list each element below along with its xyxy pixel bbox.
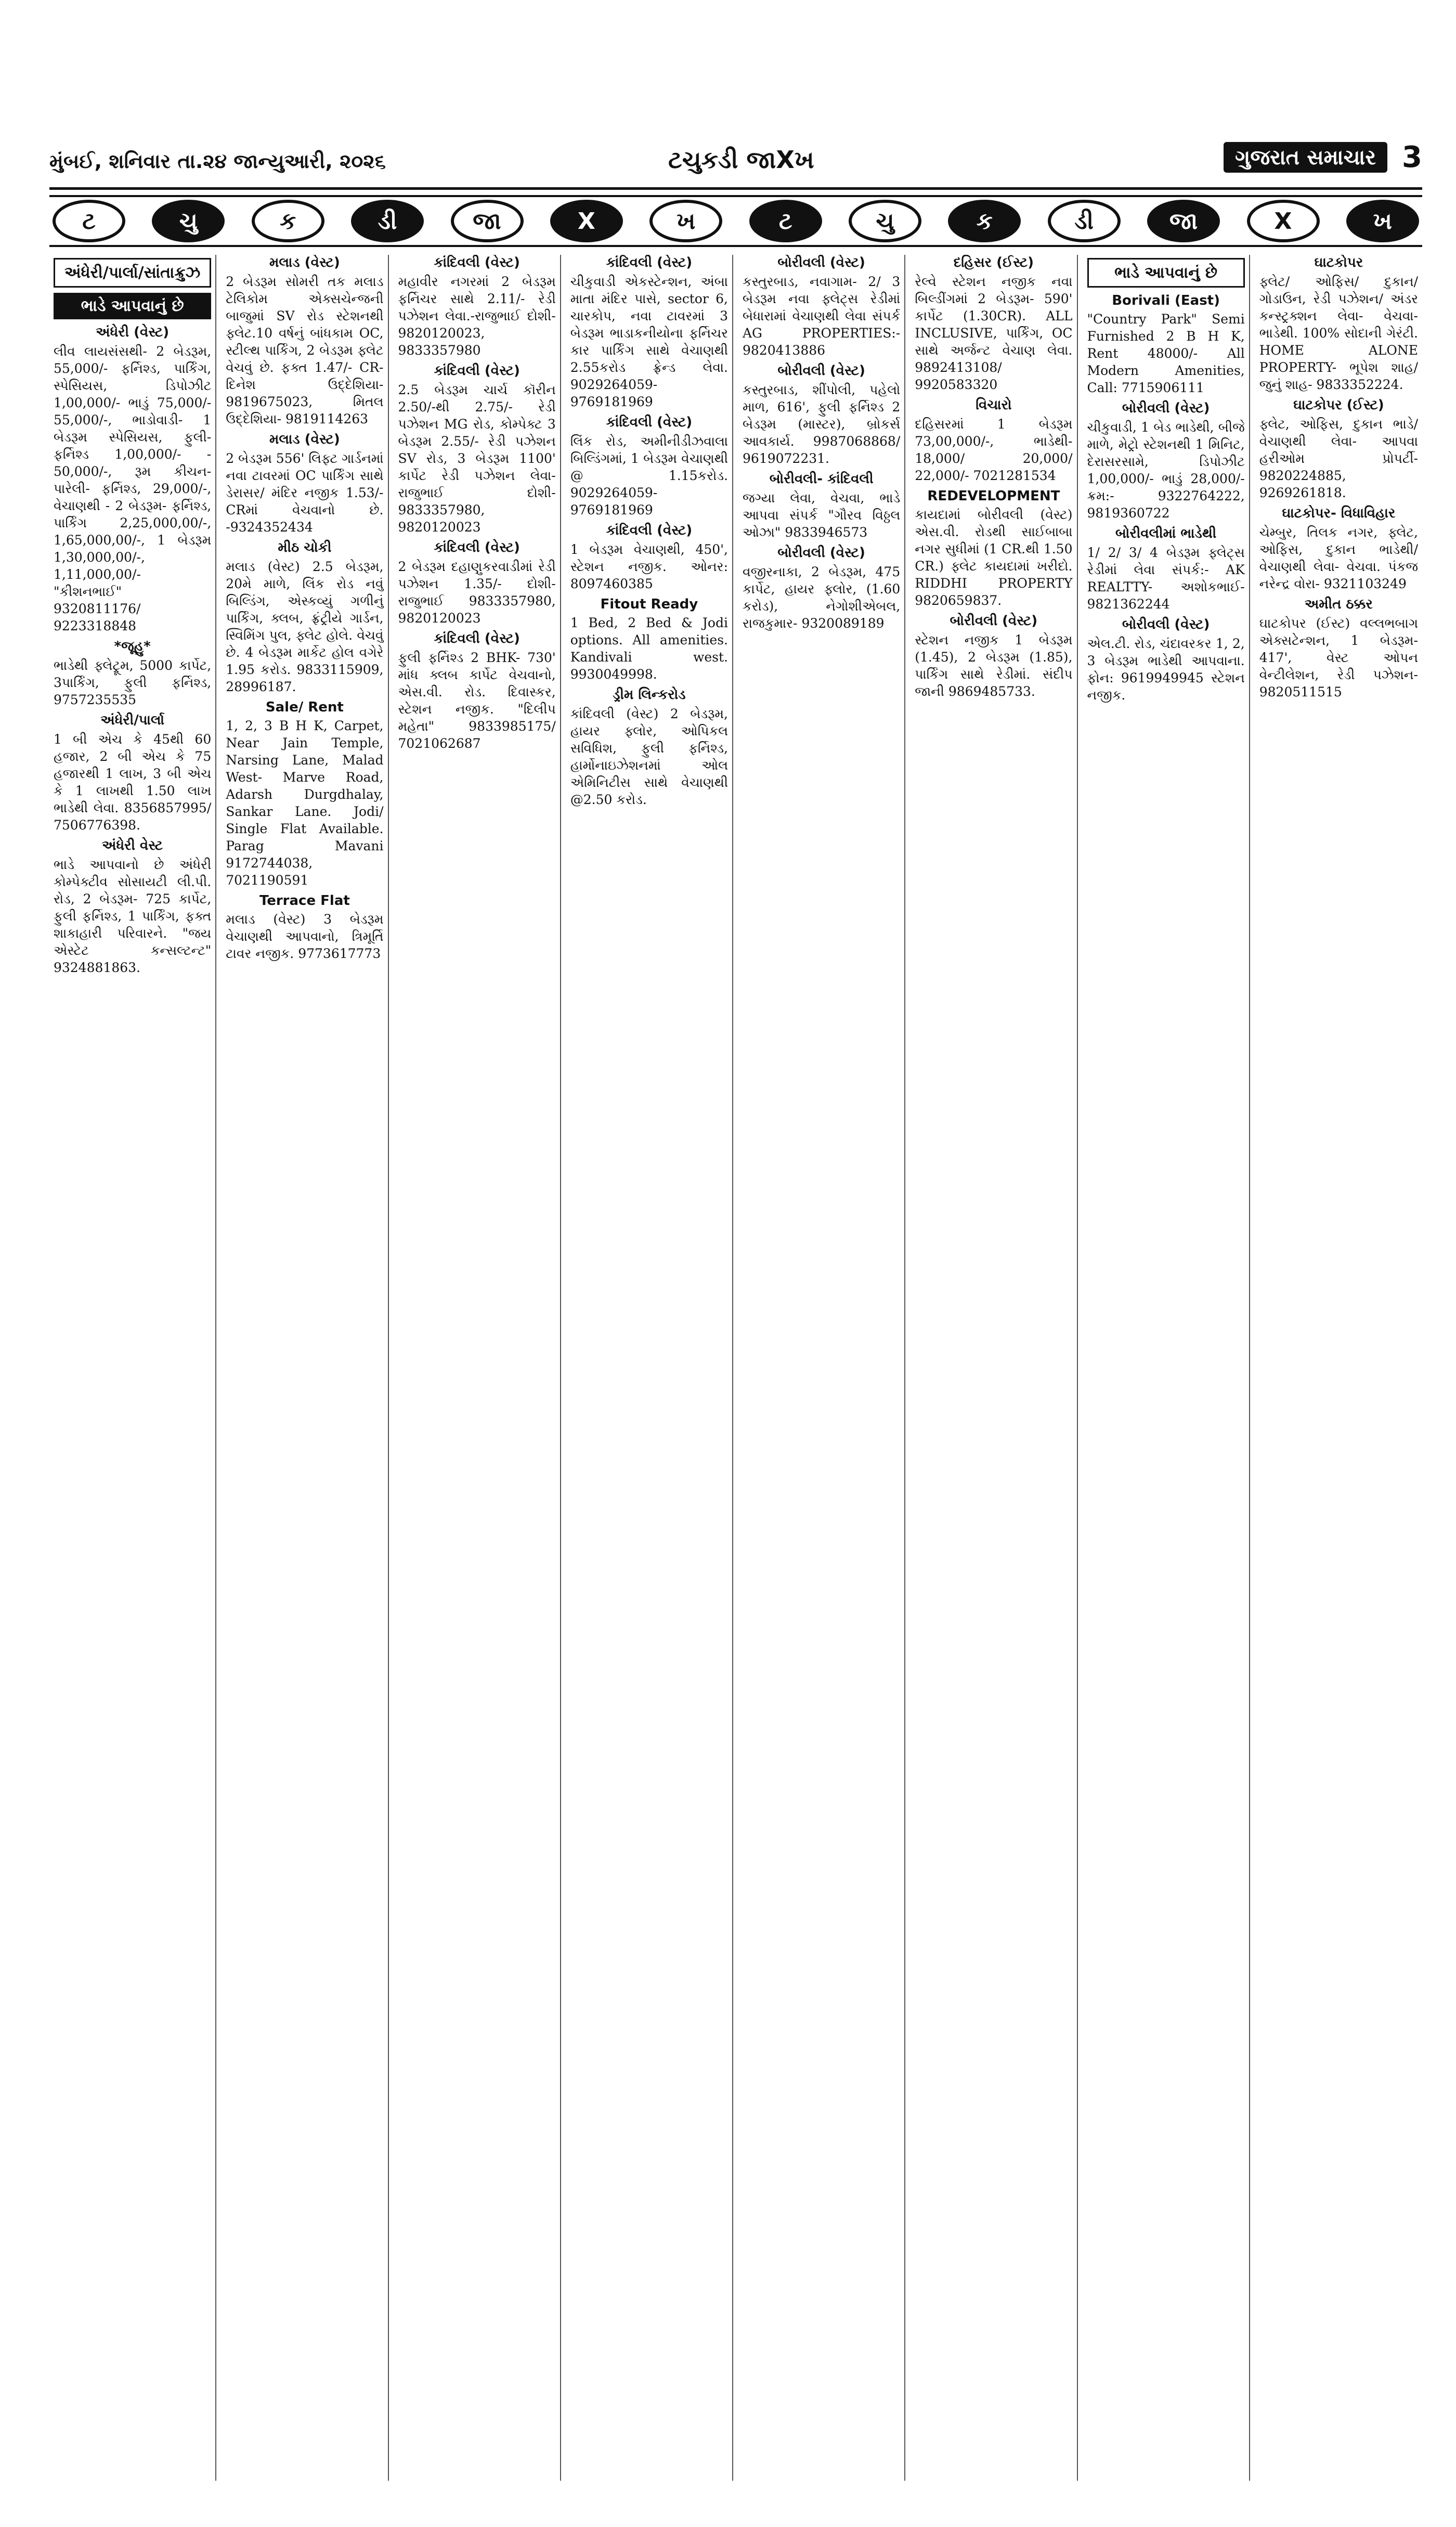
title-banner bbox=[49, 195, 1422, 247]
classified-columns bbox=[49, 255, 1422, 2481]
ad-body: દહિસરમાં 1 બેડરૂમ 73,00,000/-, ભાડેથી- 18,000/ 20,000/ 22,000/- 7021281534 bbox=[915, 417, 1073, 483]
top-rule bbox=[49, 187, 1422, 190]
ad-body: ચીકુવાડી, 1 બેડ ભાડેથી, બીજે માળે, મેટ્રો સ્ટેશનથી 1 મિનિટ, દેરાસરસામે, ડિપોઝીટ 1,00,000/- ભાડું 28,000/- ક્રમ:- 9322764222, 9819360722 bbox=[1087, 420, 1245, 521]
ad-body: 1 બી એચ કે 45થી 60 હજાર, 2 બી એચ કે 75 હજારથી 1 લાખ, 3 બી એચ કે 1 લાખથી 1.50 લાખ ભાડેથી લેવા. 8356857995/ 7506776398. bbox=[54, 732, 212, 833]
classified-ad bbox=[226, 432, 383, 536]
ad-body: જગ્યા લેવા, વેચવા, ભાડે આપવા સંપર્ક "ગૌરવ વિઠ્ઠલ ઓઝા" 9833946573 bbox=[743, 490, 901, 540]
ad-title: બોરીવલી (વેસ્ટ) bbox=[777, 363, 865, 379]
classified-ad bbox=[570, 523, 728, 592]
column-2 bbox=[222, 255, 388, 2481]
ad-title: વિચારો bbox=[976, 397, 1012, 413]
banner-tile: ચુ bbox=[849, 200, 921, 242]
ad-body: ભાડેથી ફ્લેટ્રૂમ, 5000 કાર્પેટ, 3પાર્કિંગ, ફુલી ફર્નિશ્ડ, 9757235535 bbox=[54, 658, 212, 707]
classified-ad bbox=[915, 488, 1072, 609]
ad-body: 1/ 2/ 3/ 4 બેડરૂમ ફ્લેટ્સ રેડીમાં લેવા સંપર્ક:- AK REALTTY- અશોકભાઈ- 9821362244 bbox=[1087, 545, 1245, 612]
ad-title: Borivali (East) bbox=[1112, 293, 1220, 308]
ad-title: મીઠ ચોકી bbox=[278, 540, 332, 555]
column-7 bbox=[1083, 255, 1250, 2481]
ad-title: કાંદિવલી (વેસ્ટ) bbox=[606, 523, 693, 538]
ad-title: અંધેરી/પાર્લા bbox=[100, 712, 164, 728]
ad-body: મલાડ (વેસ્ટ) 2.5 બેડરૂમ, 20મે માળે, લિંક રોડ નવું બિલ્ડિંગ, એસ્કવ્યું ગળીનું પાર્કિંગ, ક્લબ, ફ્રંટ્રીયે ગાર્ડન, સ્વિમિંગ પુલ, ફ્લેટ હોલે. વેચવું છે. 4 બેડરૂમ માર્કેટ હોલ વગેરે 1.95 કરોડ. 9833115909, 28996187. bbox=[226, 559, 384, 694]
ad-body: કસ્તુરબાડ, નવાગામ- 2/ 3 બેડરૂમ નવા ફ્લેટ્સ રેડીમાં બેધારામાં વેચાણથી લેવા સંપર્ક AG PROPERTIES:- 9820413886 bbox=[743, 274, 901, 358]
ad-title: બોરીવલી (વેસ્ટ) bbox=[777, 255, 865, 270]
banner-tile: X bbox=[1247, 200, 1320, 242]
ad-body: સ્ટેશન નજીક 1 બેડરૂમ (1.45), 2 બેડરૂમ (1.85), પાર્કિંગ સાથે રેડીમાં. સંદીપ જાની 9869485733. bbox=[915, 632, 1073, 699]
ad-title: અંધેરી વેસ્ટ bbox=[102, 838, 163, 853]
ad-title: Sale/ Rent bbox=[265, 699, 344, 715]
classified-ad bbox=[54, 325, 211, 634]
ad-title: અંધેરી (વેસ્ટ) bbox=[96, 325, 170, 340]
column-4 bbox=[566, 255, 733, 2481]
classified-ad bbox=[743, 471, 900, 541]
classified-ad bbox=[54, 838, 211, 976]
classified-ad bbox=[570, 414, 728, 519]
classified-ad bbox=[1259, 255, 1418, 393]
banner-tile: જા bbox=[451, 200, 524, 242]
banner-tile: જા bbox=[1147, 200, 1220, 242]
ad-body: ઘાટકોપર (ઈસ્ટ) વલ્લભબાગ એક્સટેન્શન, 1 બેડરૂમ- 417', વેસ્ટ ઓપન વેન્ટીલેશન, રેડી પઝેશન- 9820511515 bbox=[1259, 616, 1418, 699]
classified-ad bbox=[1087, 293, 1245, 396]
classified-ad bbox=[398, 540, 556, 627]
ad-title: બોરીવલી (વેસ્ટ) bbox=[777, 545, 865, 561]
classified-ad bbox=[226, 255, 383, 427]
section-heading: ભાડે આપવાનું છે bbox=[1087, 258, 1245, 288]
ad-body: 2.5 બેડરૂમ ચાર્ચ કૉરીન 2.50/-થી 2.75/- રેડી પઝેશન MG રોડ, કોમ્પેક્ટ 3 બેડરૂમ 2.55/- રેડી પઝેશન SV રોડ, 3 બેડરૂમ 1100' કાર્પેટ રેડી પઝેશન લેવા- રાજુભાઈ દોશી- 9833357980, 9820120023 bbox=[398, 382, 556, 535]
ad-body: વજીરનાકા, 2 બેડરૂમ, 475 કાર્પેટ, હાયર ફ્લોર, (1.60 કરોડ), નેગોશીએબલ, રાજકુમાર- 9320089189 bbox=[743, 564, 901, 631]
ad-title: ઘાટકોપર (ઈસ્ટ) bbox=[1293, 397, 1384, 413]
banner-tile: ડી bbox=[1048, 200, 1121, 242]
date-line: મુંબઈ, શનિવાર તા.૨૪ જાન્યુઆરી, ૨૦૨૬ bbox=[49, 150, 386, 173]
classified-ad bbox=[570, 687, 728, 808]
ad-title: ઘાટકોપર bbox=[1314, 255, 1363, 270]
classified-ad bbox=[743, 545, 900, 632]
ad-title: અમીત ઠક્કર bbox=[1304, 597, 1373, 612]
ad-title: Terrace Flat bbox=[259, 893, 350, 909]
ad-body: 1 બેડરૂમ વેચાણથી, 450', સ્ટેશન નજીક. ઓનર: 8097460385 bbox=[570, 542, 728, 591]
ad-title: *જૂહુ* bbox=[114, 639, 151, 654]
classified-ad bbox=[226, 893, 383, 962]
banner-tile: ખ bbox=[1346, 200, 1419, 242]
classified-ad bbox=[1087, 526, 1245, 613]
classified-ad bbox=[915, 613, 1072, 700]
classified-ad bbox=[54, 639, 211, 708]
ad-body: ચેમ્બુર, તિલક નગર, ફ્લેટ, ઓફિસ, દુકાન ભાડેથી/ વેચાણથી લેવા- વેચવા. પંકજ નરેન્દ્ર વોરા- 9321103249 bbox=[1259, 525, 1418, 591]
ad-body: લિંક રોડ, અમીનીડીઝવાલા બિલ્ડિંગમાં, 1 બેડરૂમ વેચાણથી @ 1.15કરોડ. 9029264059- 9769181969 bbox=[570, 434, 728, 517]
ad-title: કાંદિવલી (વેસ્ટ) bbox=[606, 414, 693, 430]
ad-body: ભાડે આપવાનો છે અંધેરી કોમ્પેક્ટીવ સોસાયટી લી.પી. રોડ, 2 બેડરૂમ- 725 કાર્પેટ, ફુલી ફર્નિશ્ડ, 1 પાર્કિંગ, ફક્ત શાકાહારી પરિવારને. "જય એસ્ટેટ કન્સલ્ટન્ટ" 9324881863. bbox=[54, 857, 212, 975]
classified-ad bbox=[1259, 597, 1418, 701]
section-heading: અંધેરી/પાર્લા/સાંતાક્રુઝ bbox=[54, 258, 211, 288]
classified-ad bbox=[398, 363, 556, 536]
ad-body: 2 બેડરૂમ 556' લિફ્ટ ગાર્ડનમાં નવા ટાવરમાં OC પાર્કિંગ સાથે ડેરાસર/ મંદિર નજીક 1.53/-CRમાં વેચવાનો છે. -9324352434 bbox=[226, 451, 384, 535]
ad-body: 1, 2, 3 B H K, Carpet, Near Jain Temple, Narsing Lane, Malad West- Marve Road, Adarsh Durgdhalay, Sankar Lane. Jodi/ Single Flat Available. Parag Mavani 9172744038, 7021190591 bbox=[226, 718, 384, 888]
section-heading: ભાડે આપવાનું છે bbox=[54, 293, 211, 319]
masthead bbox=[49, 140, 1422, 182]
ad-body: ફુલી ફર્નિશ્ડ 2 BHK- 730' માંધ ક્લબ કાર્પેટ વેચવાનો, એસ.વી. રોડ. દિવાસ્કર, સ્ટેશન નજીક. "દિલીપ મહેતા" 9833985175/ 7021062687 bbox=[398, 650, 556, 751]
classified-ad bbox=[398, 631, 556, 752]
ad-title: Fitout Ready bbox=[600, 597, 698, 612]
banner-tile: ચુ bbox=[152, 200, 225, 242]
ad-body: મહાવીર નગરમાં 2 બેડરૂમ ફર્નિચર સાથે 2.11/- રેડી પઝેશન લેવા.-રાજુભાઈ દોશી- 9820120023, 9833357980 bbox=[398, 274, 556, 358]
classified-ad bbox=[1087, 400, 1245, 522]
ad-body: એલ.ટી. રોડ, ચંદાવરકર 1, 2, 3 બેડરૂમ ભાડેથી આપવાના. ફોન: 9619949945 સ્ટેશન નજીક. bbox=[1087, 636, 1245, 703]
banner-tile: X bbox=[550, 200, 623, 242]
banner-tile: ડી bbox=[351, 200, 424, 242]
classified-ad bbox=[226, 699, 383, 889]
classified-ad bbox=[570, 255, 728, 410]
ad-title: દહિસર (ઈસ્ટ) bbox=[953, 255, 1034, 270]
ad-title: ડ્રીમ લિન્કરોડ bbox=[613, 687, 686, 703]
banner-tile: ક bbox=[252, 200, 324, 242]
classified-ad bbox=[743, 255, 900, 359]
classified-ad bbox=[915, 397, 1072, 484]
classified-ad bbox=[226, 540, 383, 695]
ad-body: રેલ્વે સ્ટેશન નજીક નવા બિલ્ડીંગમાં 2 બેડરૂમ- 590' કાર્પેટ (1.30CR). ALL INCLUSIVE, પાર્કિંગ, OC સાથે અર્જન્ટ વેચાણ લેવા. 9892413108/ 9920583320 bbox=[915, 274, 1073, 392]
ad-title: કાંદિવલી (વેસ્ટ) bbox=[434, 631, 520, 646]
column-8 bbox=[1255, 255, 1422, 2481]
ad-body: કાંદિવલી (વેસ્ટ) 2 બેડરૂમ, હાયર ફ્લોર, ઓપિકલ સવિધિશ, ફુલી ફર્નિશ્ડ, હાર્મોનાઇઝેશનમાં ઓલ એમિનિટીસ સાથે વેચાણથી @2.50 કરોડ. bbox=[570, 706, 728, 807]
ad-title: મલાડ (વેસ્ટ) bbox=[269, 432, 340, 447]
classified-ad bbox=[570, 597, 728, 683]
ad-title: કાંદિવલી (વેસ્ટ) bbox=[434, 540, 520, 555]
ad-body: મલાડ (વેસ્ટ) 3 બેડરૂમ વેચાણથી આપવાનો, ત્રિમૂર્તિ ટાવર નજીક. 9773617773 bbox=[226, 912, 384, 961]
banner-tile: ટ bbox=[749, 200, 822, 242]
ad-title: બોરીવલી- કાંદિવલી bbox=[769, 471, 874, 487]
ad-title: કાંદિવલી (વેસ્ટ) bbox=[434, 255, 520, 270]
banner-tile: ખ bbox=[649, 200, 722, 242]
page-number: 3 bbox=[1402, 140, 1422, 174]
ad-title: બોરીવલીમાં ભાડેથી bbox=[1115, 526, 1217, 541]
classified-ad bbox=[1087, 617, 1245, 704]
ad-body: ચીકુવાડી એકસ્ટેન્શન, અંબા માતા મંદિર પાસે, sector 6, ચારકોપ, નવા ટાવરમાં 3 બેડરૂમ ભાડાકનીયોના ફર્નિચર કાર પાર્કિંગ સાથે વેચાણથી 2.55કરોડ ફ્રેન્ડ લેવા. 9029264059- 9769181969 bbox=[570, 274, 728, 409]
classified-ad bbox=[915, 255, 1072, 393]
ad-body: 1 Bed, 2 Bed & Jodi options. All amenities. Kandivali west. 9930049998. bbox=[570, 615, 728, 682]
ad-body: કાયદામાં બોરીવલી (વેસ્ટ) એસ.વી. રોડથી સાઈબાબા નગર સુધીમાં (1 CR.થી 1.50 CR.) ફ્લેટ કાયદામાં ખરીદો. RIDDHI PROPERTY 9820659837. bbox=[915, 507, 1073, 608]
section-title: ટચુકડી જાXખ bbox=[668, 146, 814, 174]
ad-title: કાંદિવલી (વેસ્ટ) bbox=[606, 255, 693, 270]
banner-tile: ક bbox=[948, 200, 1021, 242]
ad-title: કાંદિવલી (વેસ્ટ) bbox=[434, 363, 520, 379]
column-6 bbox=[911, 255, 1077, 2481]
column-1 bbox=[49, 255, 216, 2481]
ad-body: લીવ લાયસંસથી- 2 બેડરૂમ, 55,000/- ફર્નિશ્ડ, પાર્કિંગ, સ્પેસિયસ, ડિપોઝીટ 1,00,000/- ભાડું 75,000/- 55,000/-, ભાડોવાડી- 1 બેડરૂમ સ્પેસિયસ, ફુલી- ફર્નિશ્ડ 1,00,000/- - 50,000/-, રૂમ કીચન- પારેલી- ફર્નિશ્ડ, 29,000/-, વેચાણથી - 2 બેડરૂમ- ફર્નિશ્ડ, પાર્કિંગ 2,25,000,00/-, 1,65,000,00/-, 1 બેડરૂમ 1,30,000,00/-, 1,11,000,00/- "કીશનભાઈ" 9320811176/ 9223318848 bbox=[54, 344, 212, 633]
ad-title: બોરીવલી (વેસ્ટ) bbox=[1122, 617, 1210, 632]
ad-body: 2 બેડરૂમ સોમરી તક મલાડ ટેલિકોમ એક્સચેન્જની બાજુમાં SV રોડ સ્ટેશનથી ફ્લેટ.10 વર્ષનું બાંધકામ OC, સ્ટીલ્થ પાર્કિંગ, 2 બેડરૂમ ફ્લેટ વેચવું છે. ફક્ત 1.47/- CR- દિનેશ ઉદ્દેશિયા- 9819675023, મિતલ ઉદ્દેશિયા- 9819114263 bbox=[226, 274, 384, 426]
column-5 bbox=[738, 255, 905, 2481]
ad-title: REDEVELOPMENT bbox=[927, 488, 1060, 504]
publication-logo: ગુજરાત સમાચાર bbox=[1224, 142, 1387, 173]
classified-ad bbox=[54, 712, 211, 834]
classified-ad bbox=[1259, 506, 1418, 592]
classified-ad bbox=[398, 255, 556, 359]
classified-ad bbox=[743, 363, 900, 467]
ad-body: ફ્લેટ, ઓફિસ, દુકાન ભાડે/ વેચાણથી લેવા- આપવા હરીઓમ પ્રોપર્ટી- 9820224885, 9269261818. bbox=[1259, 417, 1418, 500]
ad-body: 2 બેડરૂમ દહાણુકરવાડીમાં રેડી પઝેશન 1.35/- દોશી- રાજુભાઈ 9833357980, 9820120023 bbox=[398, 559, 556, 626]
ad-body: "Country Park" Semi Furnished 2 B H K, Rent 48000/- All Modern Amenities, Call: 7715906111 bbox=[1087, 312, 1245, 395]
ad-title: મલાડ (વેસ્ટ) bbox=[269, 255, 340, 270]
ad-body: ફ્લેટ/ ઓફિસ/ દુકાન/ ગોડાઉન, રેડી પઝેશન/ અંડર કન્સ્ટ્રક્શન લેવા- વેચવા- ભાડેથી. 100% સોદાની ગેરંટી. HOME ALONE PROPERTY- ભૂપેશ શાહ/ જુનું શાહ- 9833352224. bbox=[1259, 274, 1418, 392]
column-3 bbox=[394, 255, 561, 2481]
banner-tile: ટ bbox=[53, 200, 125, 242]
ad-body: કસ્તુરબાડ, શીંપોલી, પહેલો માળ, 616', ફુલી ફર્નિશ્ડ 2 બેડરૂમ (માસ્ટર), બ્રોકર્સ આવકાર્ય. 9987068868/ 9619072231. bbox=[743, 382, 901, 466]
ad-title: બોરીવલી (વેસ્ટ) bbox=[950, 613, 1038, 629]
ad-title: બોરીવલી (વેસ્ટ) bbox=[1122, 400, 1210, 416]
masthead-right bbox=[1224, 140, 1422, 174]
classified-ad bbox=[1259, 397, 1418, 501]
ad-title: ઘાટકોપર- વિધાવિહાર bbox=[1282, 506, 1396, 521]
